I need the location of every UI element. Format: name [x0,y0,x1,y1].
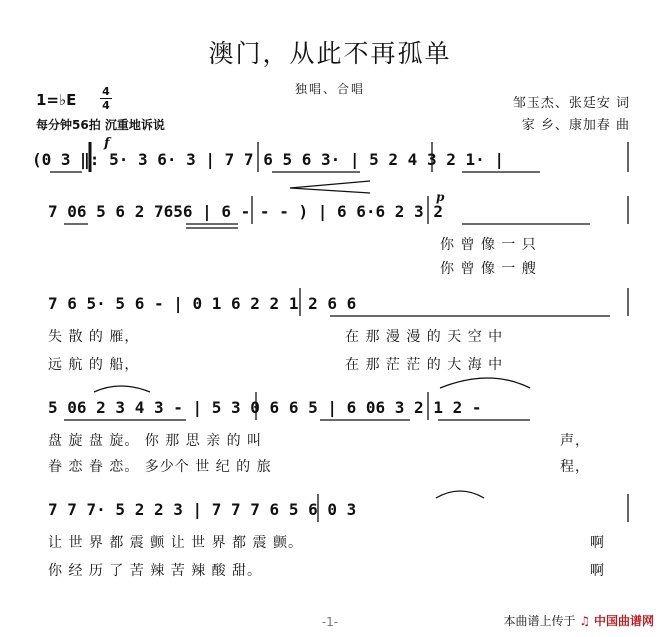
time-signature-top: 4 [102,85,110,98]
lyric-verse-1: 声， [560,433,590,449]
lyric-verse-1: 你 曾 像 一 只 [440,237,537,253]
key-signature: 1=♭E [36,91,77,109]
notation-system-5: 7 7 7· 5 2 2 3 | 7 7 7 6 5 6 0 3 [48,500,357,519]
source-brand[interactable]: 中国曲谱网 [593,614,654,628]
lyric-verse-2: 你 经 历 了 苦 辣 苦 辣 酸 甜。 [48,563,263,579]
dynamic-piano: p [436,190,445,204]
notation-system-3: 7 6 5· 5 6 - | 0 1 6 2 2 1 2 6 6 [48,294,357,313]
performance-type: 独唱、合唱 [294,82,365,96]
lyric-verse-1: 让 世 界 都 震 颤 让 世 界 都 震 颤。 [48,535,303,551]
lyric-verse-2: 程， [560,459,590,475]
lyric-verse-2: 啊 [590,563,605,579]
lyricist-credit: 邹玉杰、张廷安 词 [512,96,630,111]
notation-system-2: 7 06 5 6 2 7656 | 6 - - - ) | 6 6·6 2 3 2 [48,202,443,221]
lyric-verse-2: 眷 恋 眷 恋。 多少个 世 纪 的 旅 [48,459,272,475]
page-number: -1- [321,615,339,629]
lyric-verse-2: 远 航 的 船， [48,357,140,373]
notation-system-4: 5 06 2 3 4 3 - | 5 3 0 6 6 5 | 6 06 3 2 1 2 - [48,398,482,417]
brand-logo-icon: ♫ [579,614,591,628]
notation-system-1: (0 3 ‖: 5· 3 6· 3 | 7 7 6 5 6 3· | 5 2 4 3 2 1· | [32,150,505,169]
lyric-verse-1: 在 那 漫 漫 的 天 空 中 [345,329,504,345]
lyric-verse-2: 你 曾 像 一 艘 [440,261,537,277]
song-title: 澳门，从此不再孤单 [208,39,452,68]
dynamic-forte: f [104,136,110,151]
composer-credit: 家 乡、康加春 曲 [521,118,630,133]
time-signature-bottom: 4 [102,99,110,112]
lyric-verse-1: 盘 旋 盘 旋。 你 那 思 亲 的 叫 [48,433,263,449]
tempo-marking: 每分钟56拍 沉重地诉说 [36,118,165,132]
lyric-verse-1: 啊 [590,535,605,551]
source-prefix: 本曲谱上传于 [503,614,576,628]
lyric-verse-1: 失 散 的 雁， [48,329,140,345]
lyric-verse-2: 在 那 茫 茫 的 大 海 中 [345,357,504,373]
source-attribution [504,612,654,629]
